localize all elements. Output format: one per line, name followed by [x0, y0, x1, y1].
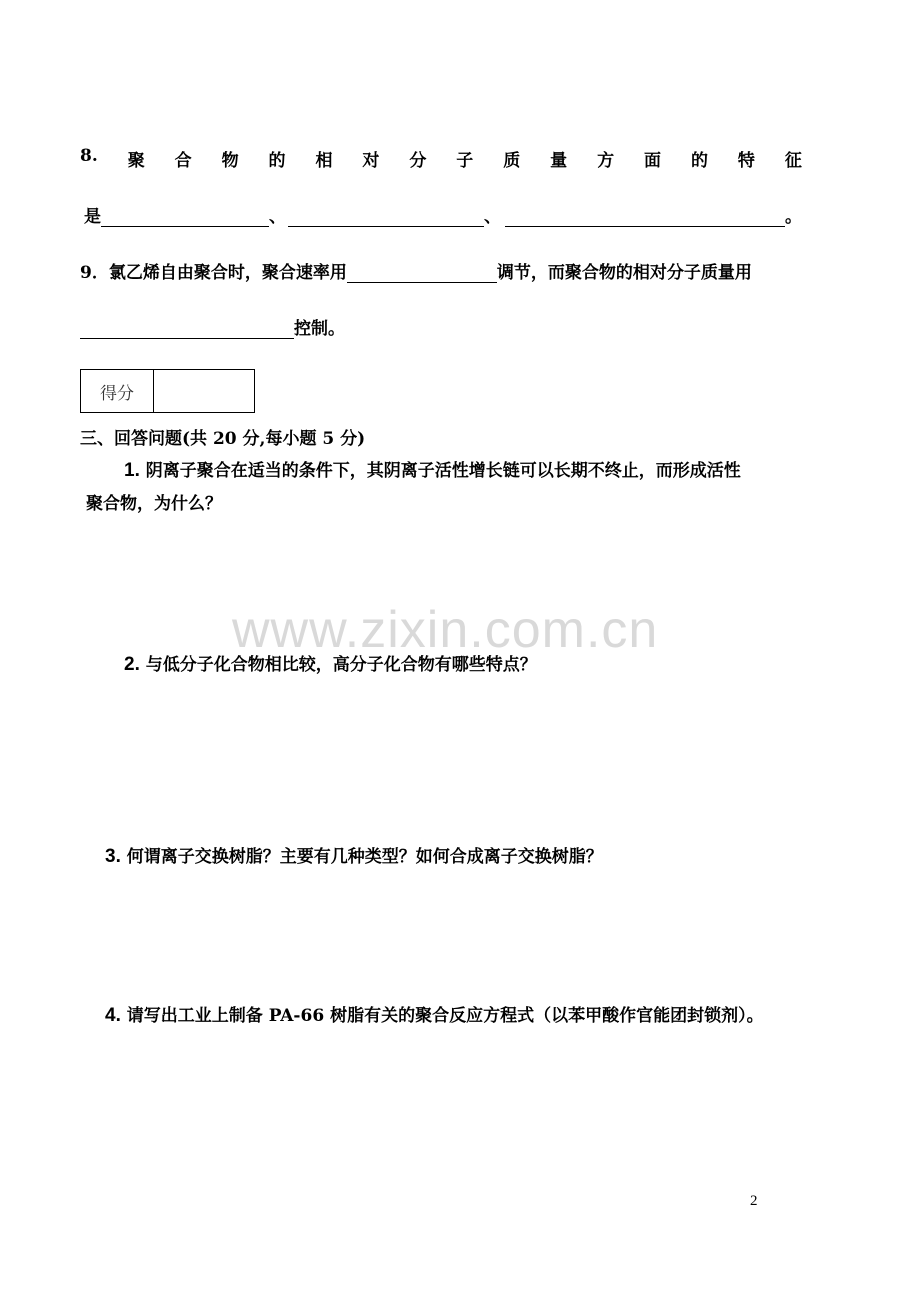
question-number: 2. — [124, 654, 140, 675]
answer-blank[interactable] — [505, 208, 785, 227]
q8-line1 — [80, 146, 802, 171]
q8-char: 面 — [644, 151, 661, 171]
q8-char: 分 — [409, 151, 427, 171]
question-number: 1. — [124, 460, 140, 481]
q8-char: 物 — [221, 151, 239, 171]
watermark: www.zixin.com.cn — [232, 601, 659, 659]
q9-text: 控制。 — [294, 319, 345, 339]
question-2 — [124, 650, 537, 676]
question-text: 与低分子化合物相比较，高分子化合物有哪些特点？ — [145, 655, 537, 675]
q8-char: 子 — [456, 151, 474, 171]
question-number: 4. — [105, 1005, 121, 1026]
q8-line2 — [84, 202, 802, 227]
question-text: 何谓离子交换树脂？主要有几种类型？如何合成离子交换树脂？ — [126, 847, 603, 867]
q8-char: 8. — [80, 146, 98, 166]
page-number: 2 — [750, 1193, 758, 1209]
question-1-continued: 聚合物，为什么？ — [86, 494, 222, 514]
answer-blank[interactable] — [80, 320, 294, 339]
score-value-field[interactable] — [154, 370, 254, 412]
q8-char: 量 — [550, 151, 568, 171]
q9-line2 — [80, 314, 345, 339]
separator: 、 — [484, 207, 501, 227]
question-number: 3. — [105, 846, 121, 867]
q8-char: 的 — [268, 151, 286, 171]
answer-blank[interactable] — [288, 208, 484, 227]
q8-prefix: 是 — [84, 207, 101, 227]
q9-text: 调节，而聚合物的相对分子质量用 — [496, 263, 752, 283]
question-3 — [105, 842, 603, 868]
question-text: 阴离子聚合在适当的条件下，其阴离子活性增长链可以长期不终止，而形成活性 — [145, 461, 741, 481]
q8-char: 对 — [362, 151, 380, 171]
q8-char: 聚 — [127, 151, 145, 171]
q8-char: 方 — [597, 151, 615, 171]
score-label: 得分 — [81, 370, 154, 412]
q8-char: 质 — [503, 151, 521, 171]
answer-blank[interactable] — [347, 264, 497, 283]
question-1 — [124, 456, 741, 482]
q8-char: 征 — [784, 151, 802, 171]
q8-char: 的 — [690, 151, 708, 171]
answer-blank[interactable] — [101, 208, 269, 227]
section-title: 三、回答问题(共 20 分,每小题 5 分) — [80, 429, 366, 449]
question-text: 请写出工业上制备 PA-66 树脂有关的聚合反应方程式（以苯甲酸作官能团封锁剂）。 — [126, 1006, 764, 1026]
q9-text: 氯乙烯自由聚合时，聚合速率用 — [108, 263, 347, 283]
q8-char: 特 — [737, 151, 755, 171]
score-box — [80, 369, 255, 413]
separator: 、 — [269, 207, 286, 227]
period: 。 — [785, 207, 802, 227]
q8-char: 相 — [315, 151, 333, 171]
question-4 — [105, 1001, 764, 1027]
q9-number: 9． — [80, 263, 109, 283]
q9-line1 — [80, 258, 752, 283]
q8-char: 合 — [174, 151, 192, 171]
